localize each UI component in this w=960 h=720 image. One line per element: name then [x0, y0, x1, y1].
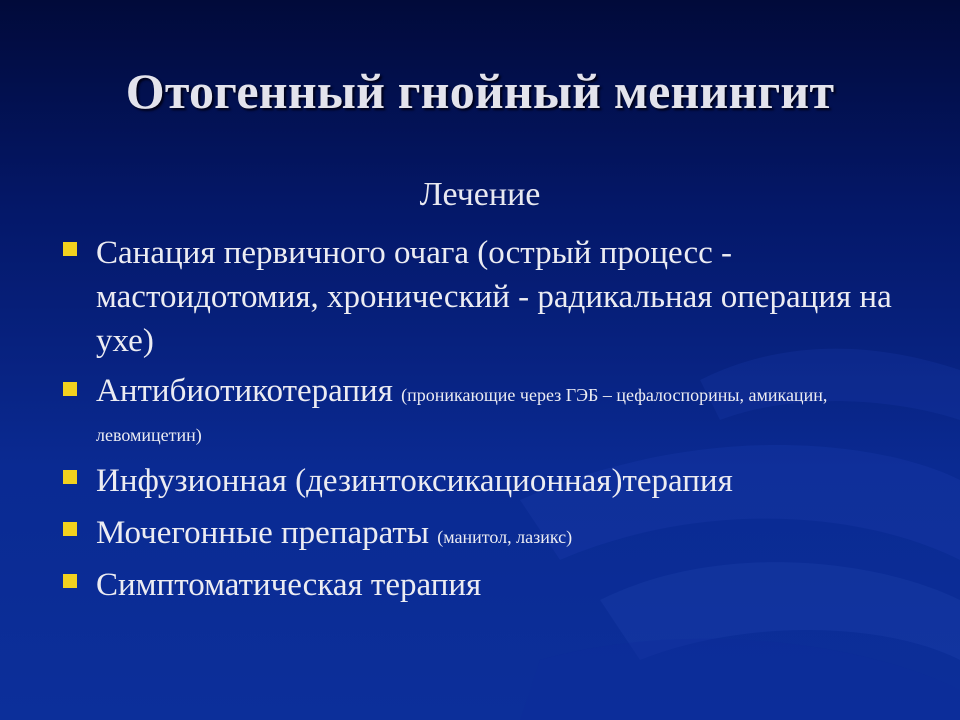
square-bullet-icon: [63, 242, 77, 256]
bullet-text: Инфузионная (дезинтоксикационная)терапия: [96, 463, 733, 499]
square-bullet-icon: [63, 522, 77, 536]
square-bullet-icon: [63, 574, 77, 588]
bullet-item-antibiotics: [60, 371, 920, 451]
bullet-list: [60, 231, 920, 615]
bullet-text: Мочегонные препараты: [96, 515, 430, 551]
bullet-text: Симптоматическая терапия: [96, 567, 482, 603]
bullet-item-sanation: [60, 231, 920, 363]
square-bullet-icon: [63, 470, 77, 484]
bullet-note: (проникающие через ГЭБ – цефалоспорины, амикацин, левомицетин): [96, 385, 828, 445]
bullet-item-diuretics: [60, 511, 920, 555]
square-bullet-icon: [63, 382, 77, 396]
bullet-note: (манитол, лазикс): [437, 527, 573, 547]
slide-subtitle: Лечение: [419, 176, 541, 213]
slide-title: Отогенный гнойный менингит: [125, 63, 835, 119]
bullet-item-symptomatic: [60, 563, 920, 607]
bullet-item-infusion: [60, 459, 920, 503]
bullet-text: Санация первичного очага (острый процесс - мастоидотомия, хронический - радикальная операция на ухе): [96, 235, 892, 359]
bullet-text: Антибиотикотерапия: [96, 373, 393, 409]
